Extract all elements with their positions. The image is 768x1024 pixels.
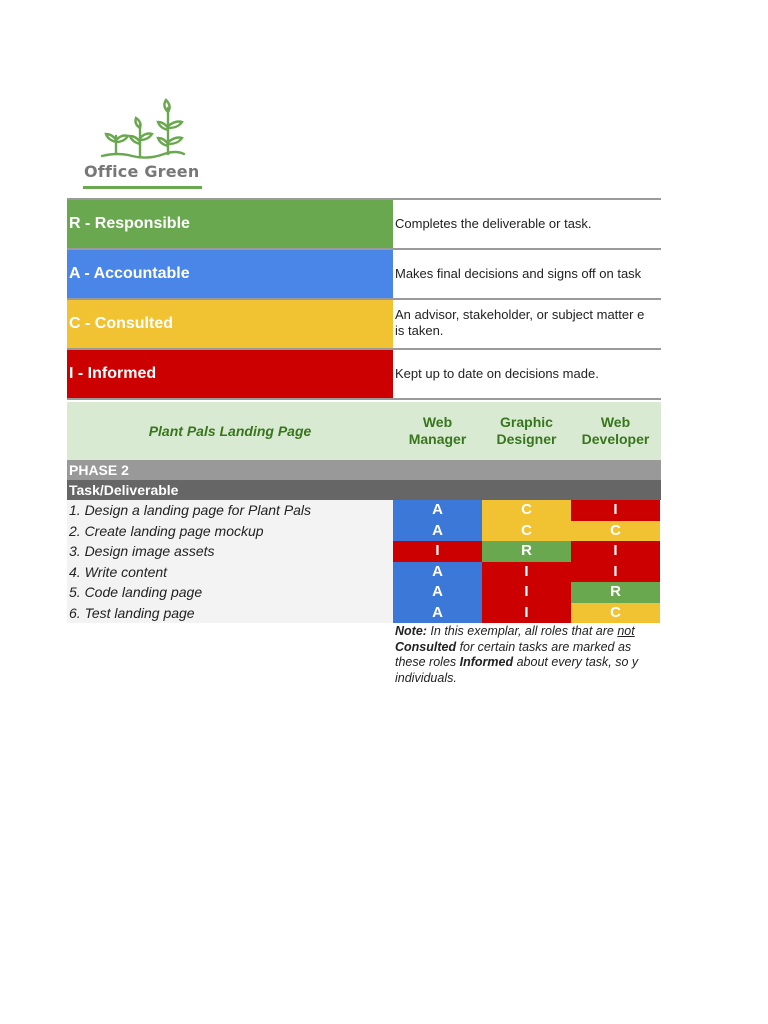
plant-sprouts-icon (98, 98, 188, 160)
project-title: Plant Pals Landing Page (148, 423, 312, 439)
legend-row-accountable (67, 248, 661, 298)
raci-cell: A (393, 500, 482, 521)
note-line-1 (395, 624, 661, 640)
note-bold-consulted: Consulted (395, 639, 457, 654)
note-line-4: individuals. (395, 670, 457, 685)
raci-cell: C (482, 500, 571, 521)
task-row (67, 603, 661, 624)
legend-label-accountable: A - Accountable (67, 250, 393, 298)
legend-row-responsible (67, 198, 661, 248)
legend-desc-consulted (393, 300, 661, 355)
office-green-logo (70, 92, 208, 196)
raci-cell: R (571, 582, 660, 603)
matrix-header-row (67, 402, 661, 460)
raci-cell: C (482, 521, 571, 542)
task-row (67, 500, 661, 521)
raci-cell: I (571, 562, 660, 583)
legend-desc-accountable: Makes final decisions and signs off on task (395, 266, 642, 281)
raci-cell: I (571, 500, 660, 521)
task-name: 5. Code landing page (67, 582, 393, 603)
legend-label-informed: I - Informed (67, 350, 393, 398)
task-row (67, 562, 661, 583)
note-label: Note: (395, 624, 427, 638)
role-header-line: Graphic (500, 414, 553, 430)
note-underline: not (617, 624, 635, 638)
role-header-line: Manager (408, 431, 467, 447)
task-deliverable-header: Task/Deliverable (67, 480, 661, 500)
task-rows (67, 500, 661, 623)
raci-cell: C (571, 603, 660, 624)
raci-sheet (67, 198, 661, 623)
note-text-3a: these roles (395, 655, 460, 669)
note-line-3 (395, 655, 661, 671)
role-header-line: Developer (581, 431, 650, 447)
logo-underline (83, 186, 202, 189)
logo-brand-text: Office Green (84, 162, 200, 181)
legend-desc-consulted-line1: An advisor, stakeholder, or subject matter e (395, 307, 645, 322)
legend-desc-consulted-line2: is taken. (395, 323, 444, 338)
legend-desc-informed: Kept up to date on decisions made. (395, 366, 599, 381)
task-row (67, 541, 661, 562)
raci-cell: A (393, 521, 482, 542)
raci-cell: A (393, 562, 482, 583)
role-header-web-manager (393, 414, 482, 448)
legend-row-informed (67, 348, 661, 398)
raci-cell: A (393, 582, 482, 603)
role-header-web-developer (571, 414, 660, 448)
phase-row: PHASE 2 (67, 460, 661, 480)
role-header-line: Web (600, 414, 631, 430)
legend-row-consulted (67, 298, 661, 348)
task-name: 2. Create landing page mockup (67, 521, 393, 542)
raci-cell: A (393, 603, 482, 624)
raci-cell: R (482, 541, 571, 562)
legend-label-responsible: R - Responsible (67, 200, 393, 248)
task-name: 6. Test landing page (67, 603, 393, 624)
task-name: 4. Write content (67, 562, 393, 583)
note-text-1: In this exemplar, all roles that are (426, 624, 618, 638)
raci-cell: I (482, 603, 571, 624)
role-header-graphic-designer (482, 414, 571, 448)
raci-cell: I (482, 582, 571, 603)
role-header-line: Designer (496, 431, 557, 447)
task-name: 1. Design a landing page for Plant Pals (67, 500, 393, 521)
note-text (395, 624, 661, 686)
note-bold-informed: Informed (459, 655, 514, 669)
raci-cell: I (393, 541, 482, 562)
role-header-line: Web (422, 414, 453, 430)
raci-cell: I (571, 541, 660, 562)
legend-label-consulted: C - Consulted (67, 300, 393, 348)
task-row (67, 582, 661, 603)
note-text-2: for certain tasks are marked as (456, 639, 632, 654)
note-line-2 (395, 640, 661, 656)
raci-cell: C (571, 521, 660, 542)
task-row (67, 521, 661, 542)
note-text-3b: about every task, so y (513, 655, 639, 669)
task-name: 3. Design image assets (67, 541, 393, 562)
raci-cell: I (482, 562, 571, 583)
legend-bottom-rule (67, 398, 661, 400)
legend-desc-responsible: Completes the deliverable or task. (395, 216, 592, 231)
